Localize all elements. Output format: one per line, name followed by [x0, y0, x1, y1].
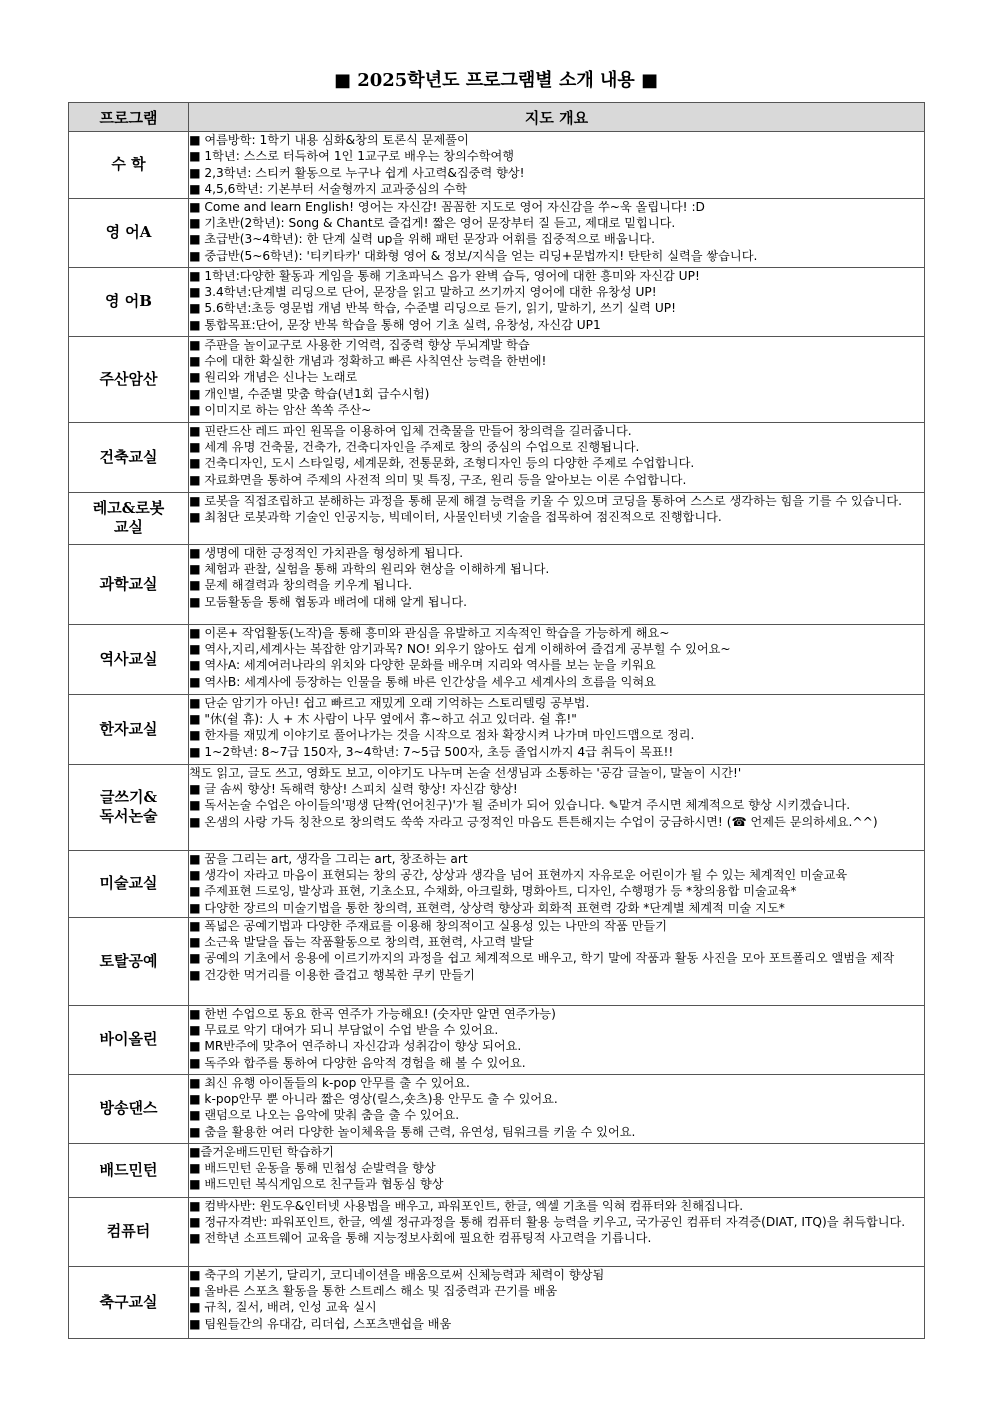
description-line: ■ 팀원들간의 유대감, 리더쉽, 스포츠맨쉽을 배움: [189, 1316, 452, 1331]
description-line: ■ 한자를 재밌게 이야기로 풀어나가는 것을 시작으로 점차 확장시켜 나가며 마인드맵으로 정리.: [189, 728, 695, 743]
table-row: [69, 132, 925, 199]
description-line: ■ 축구의 기본기, 달리기, 코디네이션을 배움으로써 신체능력과 체력이 향상됨: [189, 1267, 605, 1282]
description-line: ■ 자료화면을 통하여 주제의 사전적 의미 및 특징, 구조, 원리 등을 알아보는 이론 수업합니다.: [189, 472, 687, 487]
description-line: ■ 5.6학년:초등 영문법 개념 반복 학습, 수준별 리딩으로 듣기, 읽기, 말하기, 쓰기 실력 UP!: [189, 301, 676, 316]
description-line: ■ 주제표현 드로잉, 발상과 표현, 기초소묘, 수채화, 아크릴화, 명화아트, 디자인, 수행평가 등 *창의융합 미술교육*: [189, 884, 797, 899]
description-line: ■ 폭넓은 공예기법과 다양한 주재료를 이용해 창의적이고 실용성 있는 나만의 작품 만들기: [189, 918, 667, 933]
description-line: ■ 최첨단 로봇과학 기술인 인공지능, 빅데이터, 사물인터넷 기술을 접목하여 점진적으로 진행합니다.: [189, 510, 722, 525]
program-description: [189, 336, 925, 422]
program-description: [189, 422, 925, 492]
description-line: ■ 문제 해결력과 창의력을 키우게 됩니다.: [189, 578, 413, 593]
table-row: [69, 764, 925, 850]
description-line: ■ 체험과 관찰, 실험을 통해 과학의 원리와 현상을 이해하게 됩니다.: [189, 562, 550, 577]
table-row: [69, 198, 925, 267]
program-name: 영 어B: [69, 267, 189, 336]
description-line: ■ 3.4학년:단계별 리딩으로 단어, 문장을 읽고 말하고 쓰기까지 영어에 대한 유창성 UP!: [189, 285, 657, 300]
description-line: ■ 역사B: 세계사에 등장하는 인물을 통해 바른 인간상을 세우고 세계사의 흐름을 익혀요: [189, 674, 656, 689]
table-row: [69, 917, 925, 1005]
description-line: ■ 글 솜씨 향상! 독해력 향상! 스피치 실력 향상! 자신감 향상!: [189, 782, 518, 797]
program-description: [189, 624, 925, 694]
table-row: [69, 1197, 925, 1266]
program-description: [189, 1266, 925, 1338]
description-line: ■ 한번 수업으로 동요 한곡 연주가 가능해요! (숫자만 알면 연주가능): [189, 1006, 556, 1021]
description-line: ■ 소근육 발달을 돕는 작품활동으로 창의력, 표현력, 사고력 발달: [189, 935, 534, 950]
table-body: [69, 132, 925, 1339]
program-description: [189, 917, 925, 1005]
program-description: [189, 267, 925, 336]
program-name: 영 어A: [69, 198, 189, 267]
program-name: 토탈공예: [69, 917, 189, 1005]
table-row: [69, 544, 925, 624]
program-name: 축구교실: [69, 1266, 189, 1338]
program-name: 배드민턴: [69, 1143, 189, 1197]
table-row: [69, 492, 925, 544]
program-name: 글쓰기& 독서논술: [69, 764, 189, 850]
table-row: [69, 267, 925, 336]
description-line: ■ 올바른 스포츠 활동을 통한 스트레스 해소 및 집중력과 끈기를 배움: [189, 1284, 558, 1299]
description-line: ■ Come and learn English! 영어는 자신감! 꼼꼼한 지도로 영어 자신감을 쑤~욱 올립니다! :D: [189, 199, 705, 214]
table-row: [69, 624, 925, 694]
table-row: [69, 694, 925, 764]
description-line: ■ 이미지로 하는 암산 쏙쏙 주산~: [189, 403, 372, 418]
description-line: ■ 무료로 악기 대여가 되니 부담없이 수업 받을 수 있어요.: [189, 1023, 499, 1038]
description-line: ■즐거운배드민턴 학습하기: [189, 1144, 334, 1159]
program-description: [189, 694, 925, 764]
description-line: ■ 여름방학: 1학기 내용 심화&창의 토론식 문제풀이: [189, 133, 469, 147]
header-program: 프로그램: [69, 103, 189, 132]
description-line: ■ 배드민턴 복식게임으로 친구들과 협동심 향상: [189, 1177, 444, 1192]
program-description: [189, 1005, 925, 1074]
table-row: [69, 422, 925, 492]
description-line: ■ 최신 유행 아이돌들의 k-pop 안무를 출 수 있어요.: [189, 1075, 470, 1090]
description-line: ■ 컴박사반: 윈도우&인터넷 사용법을 배우고, 파워포인트, 한글, 엑셀 기초를 익혀 컴퓨터와 친해집니다.: [189, 1198, 744, 1213]
description-line: ■ 초급반(3~4학년): 한 단계 실력 up을 위해 패턴 문장과 어휘를 집중적으로 배웁니다.: [189, 232, 655, 247]
description-line: 책도 읽고, 글도 쓰고, 영화도 보고, 이야기도 나누며 논술 선생님과 소통하는 '공감 글놀이, 말놀이 시간!': [189, 765, 742, 780]
description-line: ■ 랜덤으로 나오는 음악에 맞춰 춤을 출 수 있어요.: [189, 1108, 460, 1123]
description-line: ■ 기초반(2학년): Song & Chant로 즐겁게! 짧은 영어 문장부터 질 듣고, 제대로 밑힙니다.: [189, 216, 676, 231]
program-name: 과학교실: [69, 544, 189, 624]
program-name: 컴퓨터: [69, 1197, 189, 1266]
page-title: ■ 2025학년도 프로그램별 소개 내용 ■: [333, 70, 659, 91]
description-line: ■ 역사,지리,세계사는 복잡한 암기과목? NO! 외우기 않아도 쉽게 이해하여 즐겁게 공부힐 수 있어요~: [189, 642, 731, 657]
program-description: [189, 1143, 925, 1197]
description-line: ■ 2,3학년: 스티커 활동으로 누구나 쉽게 사고력&집중력 향상!: [189, 165, 525, 180]
description-line: ■ 춤을 활용한 여러 다양한 놀이체육을 통해 근력, 유연성, 팀워크를 키울 수 있어요.: [189, 1124, 636, 1139]
description-line: ■ 정규자격반: 파워포인트, 한글, 엑셀 정규과정을 통해 컴퓨터 활용 능력을 키우고, 국가공인 컴퓨터 자격증(DIAT, ITQ)을 취득합니다.: [189, 1215, 906, 1230]
program-description: [189, 492, 925, 544]
description-line: ■ 규칙, 질서, 배려, 인성 교육 실시: [189, 1300, 377, 1315]
description-line: ■ MR반주에 맞추어 연주하니 자신감과 성취감이 향상 되어요.: [189, 1039, 522, 1054]
program-name: 레고&로봇 교실: [69, 492, 189, 544]
description-line: ■ 배드민턴 운동을 통해 민첩성 순발력을 향상: [189, 1161, 436, 1176]
description-line: ■ 독서논술 수업은 아이들의'평생 단짝(언어친구)'가 될 준비가 되어 있습니다. ✎맡겨 주시면 체계적으로 향상 시키겠습니다.: [189, 798, 851, 813]
description-line: ■ k-pop안무 뿐 아니라 짧은 영상(릴스,숏츠)용 안무도 출 수 있어요.: [189, 1092, 558, 1107]
description-line: ■ 주판을 놀이교구로 사용한 기억력, 집중력 향상 두뇌계발 학습: [189, 337, 530, 352]
table-row: [69, 336, 925, 422]
description-line: ■ 1학년: 스스로 터득하여 1인 1교구로 배우는 창의수학여행: [189, 149, 515, 164]
program-description: [189, 132, 925, 199]
description-line: ■ 생명에 대한 긍정적인 가치관을 형성하게 됩니다.: [189, 545, 464, 560]
description-line: ■ 핀란드산 레드 파인 원목을 이용하여 입체 건축물을 만들어 창의력을 길러줍니다.: [189, 423, 632, 438]
table-row: [69, 1143, 925, 1197]
program-table: [68, 102, 925, 1339]
table-row: [69, 1266, 925, 1338]
description-line: ■ 중급반(5~6학년): '티키타카' 대화형 영어 & 정보/지식을 얻는 리딩+문법까지! 탄탄히 실력을 쌓습니다.: [189, 248, 758, 263]
description-line: ■ 건축디자인, 도시 스타일링, 세계문화, 전통문화, 조형디자인 등의 다양한 주제로 수업합니다.: [189, 456, 695, 471]
program-name: 수 학: [69, 132, 189, 199]
table-row: [69, 1074, 925, 1143]
program-description: [189, 198, 925, 267]
description-line: ■ 개인별, 수준별 맞춤 학습(년1회 급수시험): [189, 386, 430, 401]
description-line: ■ 건강한 먹거리를 이용한 즐겁고 행복한 쿠키 만들기: [189, 967, 475, 982]
header-overview: 지도 개요: [189, 103, 925, 132]
program-name: 역사교실: [69, 624, 189, 694]
description-line: ■ 전학년 소프트웨어 교육을 통해 지능정보사회에 필요한 컴퓨팅적 사고력을 기릅니다.: [189, 1231, 652, 1246]
description-line: ■ 꿈을 그리는 art, 생각을 그리는 art, 창조하는 art: [189, 851, 468, 866]
description-line: ■ 역사A: 세계여러나라의 위치와 다양한 문화를 배우며 지리와 역사를 보는 눈을 키워요: [189, 658, 656, 673]
description-line: ■ 이론+ 작업활동(노작)을 통해 흥미와 관심을 유발하고 지속적인 학습을 가능하게 해요~: [189, 625, 670, 640]
description-line: ■ 독주와 합주를 통하여 다양한 음악적 경험을 해 볼 수 있어요.: [189, 1055, 526, 1070]
table-row: [69, 850, 925, 917]
program-description: [189, 850, 925, 917]
description-line: ■ 통합목표:단어, 문장 반복 학습을 통해 영어 기초 실력, 유창성, 자신감 UP1: [189, 317, 601, 332]
program-name: 한자교실: [69, 694, 189, 764]
description-line: ■ 단순 암기가 아닌! 쉽고 빠르고 재밌게 오래 기억하는 스토리텔링 공부법.: [189, 695, 590, 710]
program-name: 주산암산: [69, 336, 189, 422]
description-line: ■ 모둠활동을 통해 협동과 배려에 대해 알게 됩니다.: [189, 594, 467, 609]
description-line: ■ 원리와 개념은 신나는 노래로: [189, 370, 358, 385]
program-description: [189, 764, 925, 850]
program-name: 바이올린: [69, 1005, 189, 1074]
description-line: ■ 4,5,6학년: 기본부터 서술형까지 교과중심의 수학: [189, 182, 467, 197]
description-line: ■ 로봇을 직접조립하고 분해하는 과정을 통해 문제 해결 능력을 키울 수 있으며 코딩을 통하여 스스로 생각하는 힘을 기를 수 있습니다.: [189, 493, 902, 508]
description-line: ■ 생각이 자라고 마음이 표현되는 창의 공간, 상상과 생각을 넘어 표현까지 자유로운 어린이가 될 수 있는 체계적인 미술교육: [189, 868, 848, 883]
program-name: 건축교실: [69, 422, 189, 492]
program-name: 방송댄스: [69, 1074, 189, 1143]
description-line: ■ 세계 유명 건축물, 건축가, 건축디자인을 주제로 창의 중심의 수업으로 진행됩니다.: [189, 440, 640, 455]
description-line: ■ 다양한 장르의 미술기법을 통한 창의력, 표현력, 상상력 향상과 회화적 표현력 강화 *단계별 체계적 미술 지도*: [189, 900, 785, 915]
table-row: [69, 1005, 925, 1074]
program-description: [189, 1197, 925, 1266]
program-name: 미술교실: [69, 850, 189, 917]
table-header-row: [69, 103, 925, 132]
description-line: ■ 1~2학년: 8~7급 150자, 3~4학년: 7~5급 500자, 초등 졸업시까지 4급 취득이 목표!!: [189, 744, 674, 759]
description-line: ■ 수에 대한 확실한 개념과 정확하고 빠른 사칙연산 능력을 한번에!: [189, 354, 547, 369]
program-description: [189, 544, 925, 624]
description-line: ■ 공예의 기초에서 응용에 이르기까지의 과정을 쉽고 체계적으로 배우고, 학기 말에 작품과 활동 사진을 모아 포트폴리오 앨범을 제작: [189, 951, 895, 966]
description-line: ■ "休(쉴 휴): 人 + 木 사람이 나무 옆에서 휴~하고 쉬고 있더라. 쉴 휴!": [189, 712, 577, 727]
description-line: ■ 1학년:다양한 활동과 게임을 통해 기초파닉스 음가 완벽 습득, 영어에 대한 흥미와 자신감 UP!: [189, 268, 700, 283]
description-line: ■ 온샘의 사랑 가득 칭찬으로 창의력도 쑥쑥 자라고 긍정적인 마음도 튼튼해지는 수업이 궁금하시면! (☎ 언제든 문의하세요.^^): [189, 814, 878, 829]
program-description: [189, 1074, 925, 1143]
